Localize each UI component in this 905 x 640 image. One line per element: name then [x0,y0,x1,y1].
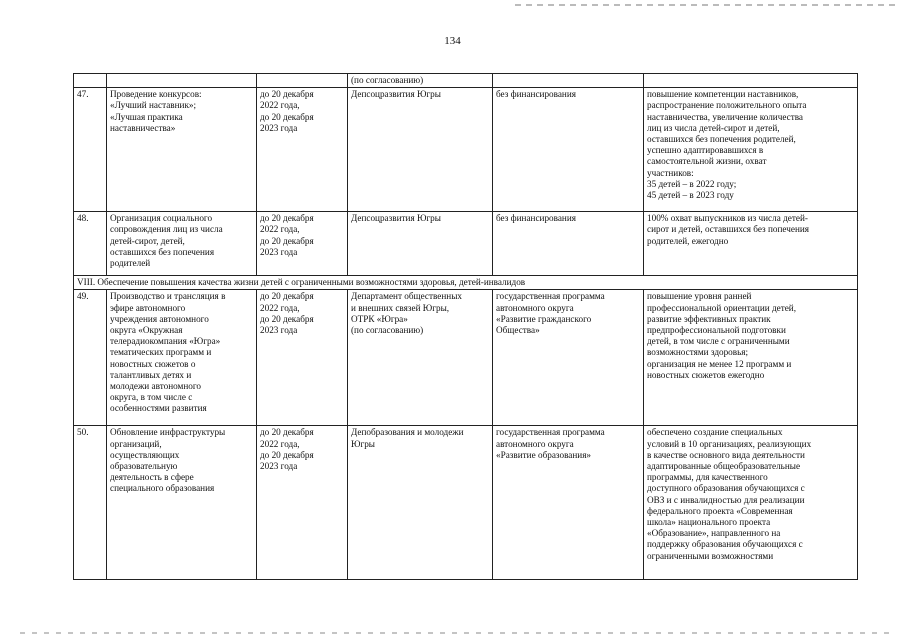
activity-cell: Обновление инфраструктуры организаций, осуществляющих образовательную деятельность в сфере специального образования [107,426,257,580]
table-row [74,88,858,212]
activity-cell [107,74,257,88]
activity-cell: Организация социального сопровождения лиц из числа детей-сирот, детей, оставшихся без попечения родителей [107,212,257,276]
result-cell: обеспечено создание специальных условий в 10 организациях, реализующих в качестве основного вида деятельности адаптированные общеобразовательные программы, для качественного доступного образования обучающихся с ОВЗ и с инвалидностью для реализации федерального проекта «Современная школа» национального проекта «Образование», направленного на поддержку образования обучающихся с ограниченными возможностями [644,426,858,580]
section-heading-row [74,276,858,290]
funding-cell: без финансирования [493,212,644,276]
funding-cell: без финансирования [493,88,644,212]
deadline-cell [257,74,348,88]
funding-cell [493,74,644,88]
department-cell: Депсоцразвития Югры [348,212,493,276]
table-row [74,426,858,580]
scan-artifact-bottom [20,632,890,634]
result-cell: повышение уровня ранней профессиональной ориентации детей, развитие эффективных практик предпрофессиональной подготовки детей, в том числе с ограниченными возможностями здоровья; организация не менее 12 программ и новостных сюжетов ежегодно [644,290,858,426]
funding-cell: государственная программа автономного округа «Развитие образования» [493,426,644,580]
result-cell [644,74,858,88]
deadline-cell: до 20 декабря 2022 года, до 20 декабря 2023 года [257,88,348,212]
result-cell: повышение компетенции наставников, распространение положительного опыта наставничества, увеличение количества лиц из числа детей-сирот и детей, оставшихся без попечения родителей, успешно адаптировавшихся в самостоятельной жизни, охват участников: 35 детей – в 2022 году; 45 детей – в 2023 году [644,88,858,212]
activity-cell: Проведение конкурсов: «Лучший наставник»; «Лучшая практика наставничества» [107,88,257,212]
row-number: 47. [74,88,107,212]
deadline-cell: до 20 декабря 2022 года, до 20 декабря 2023 года [257,212,348,276]
department-cell: Депобразования и молодежи Югры [348,426,493,580]
table-row-continuation [74,74,858,88]
scan-artifact-top [515,4,895,6]
result-cell: 100% охват выпускников из числа детей- сирот и детей, оставшихся без попечения родителей, ежегодно [644,212,858,276]
table-row [74,290,858,426]
department-cell: (по согласованию) [348,74,493,88]
section-title: VIII. Обеспечение повышения качества жизни детей с ограниченными возможностями здоровья, детей-инвалидов [74,276,858,290]
deadline-cell: до 20 декабря 2022 года, до 20 декабря 2023 года [257,426,348,580]
deadline-cell: до 20 декабря 2022 года, до 20 декабря 2023 года [257,290,348,426]
row-number: 48. [74,212,107,276]
action-plan-table [73,73,858,580]
table-row [74,212,858,276]
row-number: 49. [74,290,107,426]
row-number: 50. [74,426,107,580]
activity-cell: Производство и трансляция в эфире автономного учреждения автономного округа «Окружная телерадиокомпания «Югра» тематических программ и новостных сюжетов о талантливых детях и молодежи автономного округа, в том числе с особенностями развития [107,290,257,426]
department-cell: Депсоцразвития Югры [348,88,493,212]
funding-cell: государственная программа автономного округа «Развитие гражданского Общества» [493,290,644,426]
department-cell: Департамент общественных и внешних связей Югры, ОТРК «Югра» (по согласованию) [348,290,493,426]
num-cell [74,74,107,88]
page-number: 134 [444,35,461,47]
